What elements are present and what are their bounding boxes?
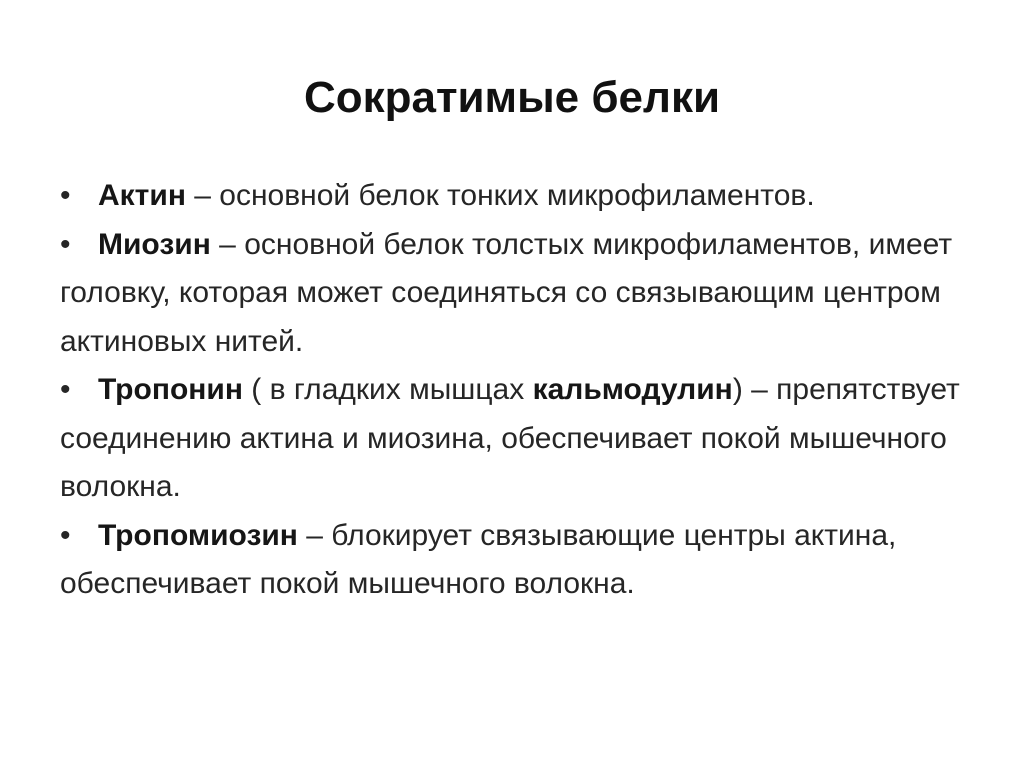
bullet-icon: • <box>60 518 71 552</box>
description-actin: – основной белок тонких микрофиламентов. <box>185 179 815 212</box>
bullet-icon: • <box>60 179 71 212</box>
slide-title: Сократимые белки <box>303 73 721 122</box>
list-item-myosin <box>60 221 960 367</box>
term-tropomyosin: Тропомиозин <box>98 518 298 552</box>
term-calmodulin: кальмодулин <box>532 373 733 406</box>
term-actin: Актин <box>98 179 186 212</box>
bullet-icon: • <box>60 227 71 261</box>
description-myosin: – основной белок толстых микрофиламентов, имеет головку, которая может соединяться со связывающим центром актиновых нитей. <box>60 227 953 358</box>
bullet-icon: • <box>60 373 71 406</box>
list-item-troponin <box>60 366 960 512</box>
term-myosin: Миозин <box>98 227 211 261</box>
list-item-tropomyosin <box>60 512 960 609</box>
bullet-list <box>60 172 960 609</box>
description-troponin-after: ) – препятствует соединению актина и миозина, обеспечивает покой мышечного волокна. <box>60 373 960 503</box>
description-troponin-before: ( в гладких мышцах <box>242 373 533 406</box>
term-troponin: Тропонин <box>98 373 243 406</box>
list-item-actin <box>60 172 960 221</box>
description-tropomyosin: – блокирует связывающие центры актина, обеспечивает покой мышечного волокна. <box>60 518 897 600</box>
